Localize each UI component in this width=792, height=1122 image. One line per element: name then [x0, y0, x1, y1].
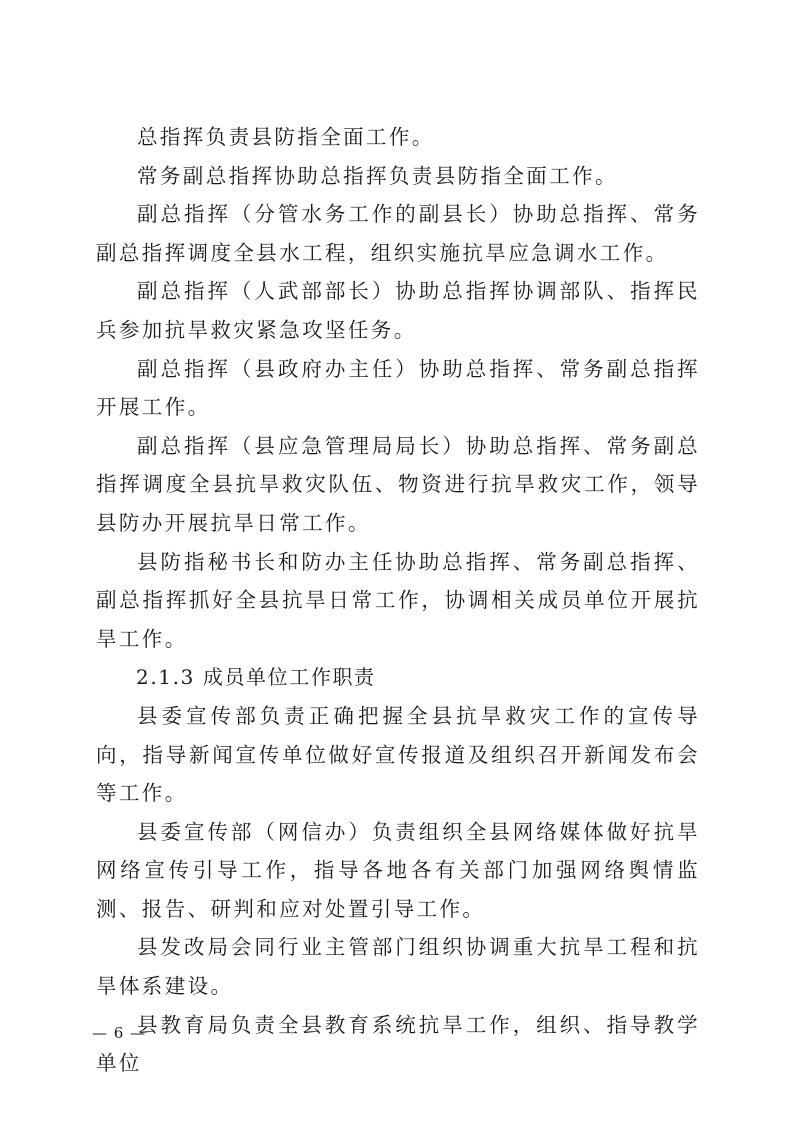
paragraph-education-bureau: 县教育局负责全县教育系统抗旱工作，组织、指导教学单位 [96, 1012, 700, 1076]
paragraph-publicity-department: 县委宣传部负责正确把握全县抗旱救灾工作的宣传导向，指导新闻宣传单位做好宣传报道及组织召开新闻发布会等工作。 [96, 703, 700, 806]
section-heading: 2.1.3 成员单位工作职责 [136, 665, 376, 690]
document-body [96, 118, 700, 1083]
paragraph-cyberspace-office: 县委宣传部（网信办）负责组织全县网络媒体做好抗旱网络宣传引导工作，指导各地各有关部门加强网络舆情监测、报告、研判和应对处置引导工作。 [96, 819, 700, 921]
page-number: — 6 — [92, 1024, 147, 1042]
paragraph-commander-in-chief: 总指挥负责县防指全面工作。 [137, 125, 435, 149]
paragraph-secretary-general: 县防指秘书长和防办主任协助总指挥、常务副总指挥、副总指挥抓好全县抗旱日常工作，协调相关成员单位开展抗旱工作。 [96, 549, 700, 651]
paragraph-deputy-government-office: 副总指挥（县政府办主任）协助总指挥、常务副总指挥开展工作。 [96, 356, 700, 420]
paragraph-deputy-armed-forces: 副总指挥（人武部部长）协助总指挥协调部队、指挥民兵参加抗旱救灾紧急攻坚任务。 [96, 279, 700, 342]
paragraph-development-reform: 县发改局会同行业主管部门组织协调重大抗旱工程和抗旱体系建设。 [96, 935, 700, 999]
paragraph-deputy-emergency-management: 副总指挥（县应急管理局局长）协助总指挥、常务副总指挥调度全县抗旱救灾队伍、物资进行抗旱救灾工作，领导县防办开展抗旱日常工作。 [96, 433, 700, 535]
paragraph-executive-deputy: 常务副总指挥协助总指挥负责县防指全面工作。 [137, 163, 618, 188]
paragraph-deputy-water-affairs: 副总指挥（分管水务工作的副县长）协助总指挥、常务副总指挥调度全县水工程，组织实施抗旱应急调水工作。 [96, 202, 700, 265]
